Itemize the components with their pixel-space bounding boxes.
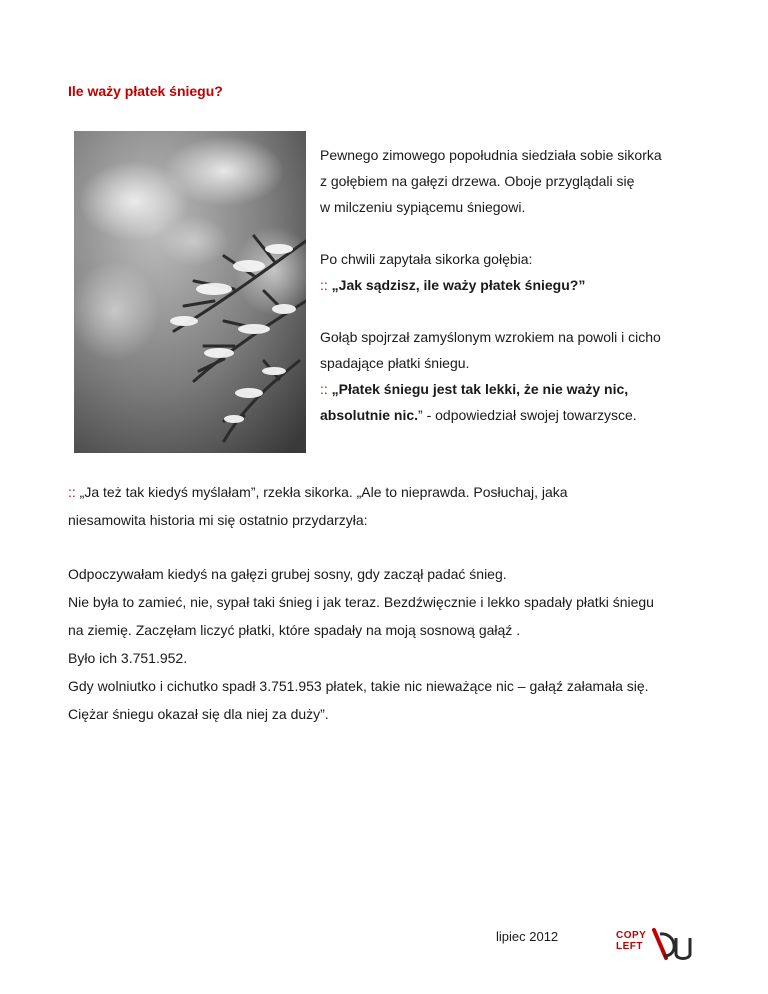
answer-line <box>320 402 740 428</box>
body-line: niesamowita historia mi się ostatnio przydarzyła: <box>68 512 368 528</box>
logo-line: LEFT <box>616 941 643 952</box>
answer-line <box>320 376 740 402</box>
dialogue-marker: :: <box>320 277 328 293</box>
intro-line: spadające płatki śniegu. <box>320 355 470 371</box>
body-line <box>68 478 728 506</box>
intro-line: Gołąb spojrzał zamyślonym wzrokiem na powoli i cicho <box>320 329 661 345</box>
question-text: „Jak sądzisz, ile waży płatek śniegu?” <box>331 277 586 293</box>
body-line: Było ich 3.751.952. <box>68 650 188 666</box>
intro-line: w milczeniu sypiącemu śniegowi. <box>320 199 526 215</box>
body-line: Gdy wolniutko i cichutko spadł 3.751.953 płatek, takie nic nieważące nic – gałąź załamała się. <box>68 678 649 694</box>
body-line: Ciężar śniegu okazał się dla niej za duży”. <box>68 706 329 722</box>
paragraph-gap <box>320 220 740 246</box>
dialogue-marker: :: <box>68 484 76 500</box>
copyleft-logo <box>616 926 710 962</box>
body-line: Nie była to zamieć, nie, sypał taki śnieg i jak teraz. Bezdźwięcznie i lekko spadały płatki śniegu <box>68 594 654 610</box>
answer-text: „Płatek śniegu jest tak lekki, że nie waży nic, <box>331 381 629 397</box>
dialogue-marker: :: <box>320 381 328 397</box>
snow-branch-photo <box>74 131 306 453</box>
logo-line: COPY <box>616 930 647 941</box>
paragraph-gap <box>320 298 740 324</box>
snow-branch-icon <box>74 131 306 453</box>
document-title: Ile waży płatek śniegu? <box>68 83 223 99</box>
intro-line: Pewnego zimowego popołudnia siedziała sobie sikorka <box>320 147 662 163</box>
answer-text: absolutnie nic. <box>320 407 419 423</box>
logo-text <box>616 930 646 952</box>
story-body <box>68 478 728 728</box>
body-line: Odpoczywałam kiedyś na gałęzi grubej sosny, gdy zaczął padać śnieg. <box>68 566 507 582</box>
intro-line: Po chwili zapytała sikorka gołębia: <box>320 251 533 267</box>
footer-date: lipiec 2012 <box>496 929 559 944</box>
body-line: na ziemię. Zaczęłam liczyć płatki, które spadały na moją sosnową gałąź . <box>68 622 521 638</box>
answer-attribution: ” - odpowiedział swojej towarzysce. <box>418 407 637 423</box>
copyleft-logo-icon <box>646 926 710 962</box>
question-line <box>320 272 740 298</box>
intro-line: z gołębiem na gałęzi drzewa. Oboje przyglądali się <box>320 173 635 189</box>
body-text: „Ja też tak kiedyś myślałam”, rzekła sikorka. „Ale to nieprawda. Posłuchaj, jaka <box>79 484 568 500</box>
intro-text <box>320 142 740 428</box>
paragraph-gap <box>68 534 728 560</box>
